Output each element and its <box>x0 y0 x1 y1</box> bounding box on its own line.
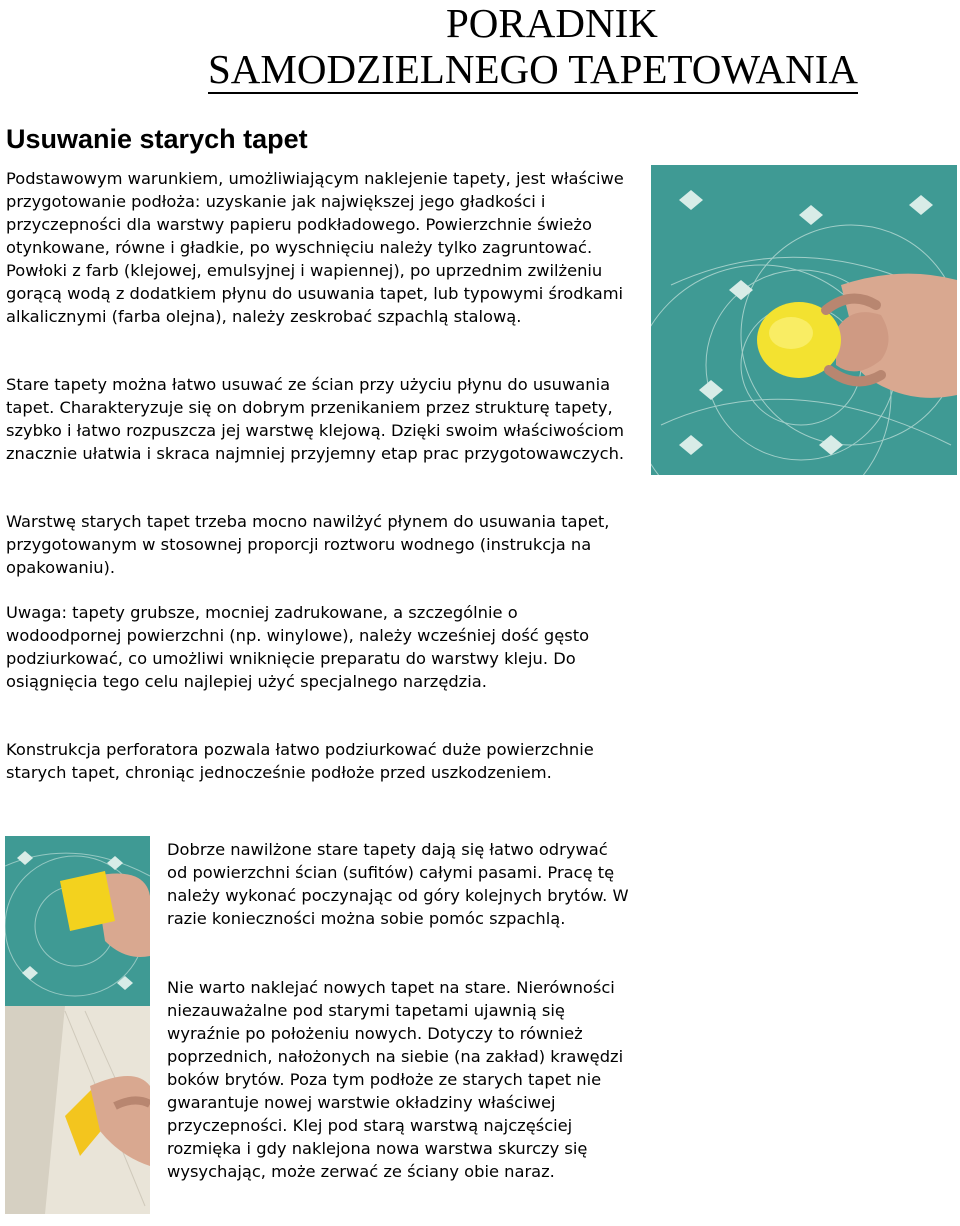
paragraph-6: Dobrze nawilżone stare tapety dają się łatwo odrywać od powierzchni ścian (sufitów) całymi pasami. Pracę tę należy wykonać poczynając od góry kolejnych brytów. W razie konieczności można sobie pomóc szpachlą. <box>167 840 629 928</box>
page-title <box>208 0 858 94</box>
paragraph-5: Konstrukcja perforatora pozwala łatwo podziurkować duże powierzchnie starych tapet, chroniąc jednocześnie podłoże przed uszkodzeniem. <box>6 740 594 782</box>
photo-sponge-on-wallpaper <box>651 165 957 475</box>
photo-scraper-on-wallpaper <box>5 836 150 1214</box>
paragraph-1: Podstawowym warunkiem, umożliwiającym naklejenie tapety, jest właściwe przygotowanie podłoża: uzyskanie jak największej jego gładkości i przyczepności dla warstwy papieru podkładowego. Powierzchnie świeżo otynkowane, równe i gładkie, po wyschnięciu należy tylko zagruntować. Powłoki z farb (klejowej, emulsyjnej i wapiennej), po uprzednim zwilżeniu gorącą wodą z dodatkiem płynu do usuwania tapet, lub typowymi środkami alkalicznymi (farba olejna), należy zeskrobać szpachlą stalową. <box>6 169 624 326</box>
paragraph-2: Stare tapety można łatwo usuwać ze ścian przy użyciu płynu do usuwania tapet. Charakteryzuje się on dobrym przenikaniem przez strukturę tapety, szybko i łatwo rozpuszcza jej warstwę klejową. Dzięki swoim właściwościom znacznie ułatwia i skraca najmniej przyjemny etap prac przygotowawczych. <box>6 375 625 463</box>
paragraph-4: Uwaga: tapety grubsze, mocniej zadrukowane, a szczególnie o wodoodpornej powierzchni (np. winylowe), należy wcześniej dość gęsto podziurkować, co umożliwi wniknięcie preparatu do warstwy kleju. Do osiągnięcia tego celu najlepiej użyć specjalnego narzędzia. <box>6 603 590 691</box>
paragraph-7: Nie warto naklejać nowych tapet na stare. Nierówności niezauważalne pod starymi tapetami ujawnią się wyraźnie po położeniu nowych. Dotyczy to również poprzednich, nałożonych na siebie (na zakład) krawędzi boków brytów. Poza tym podłoże ze starych tapet nie gwarantuje nowej warstwie okładziny właściwej przyczepności. Klej pod starą warstwą najczęściej rozmięka i gdy naklejona nowa warstwa skurczy się wysychając, może zerwać ze ściany obie naraz. <box>167 978 624 1181</box>
title-line-2: SAMODZIELNEGO TAPETOWANIA <box>207 46 858 92</box>
paragraph-3: Warstwę starych tapet trzeba mocno nawilżyć płynem do usuwania tapet, przygotowanym w stosownej proporcji roztworu wodnego (instrukcja na opakowaniu). <box>6 512 610 577</box>
section-heading: Usuwanie starych tapet <box>6 124 308 154</box>
title-line-1: PORADNIK <box>445 0 658 46</box>
